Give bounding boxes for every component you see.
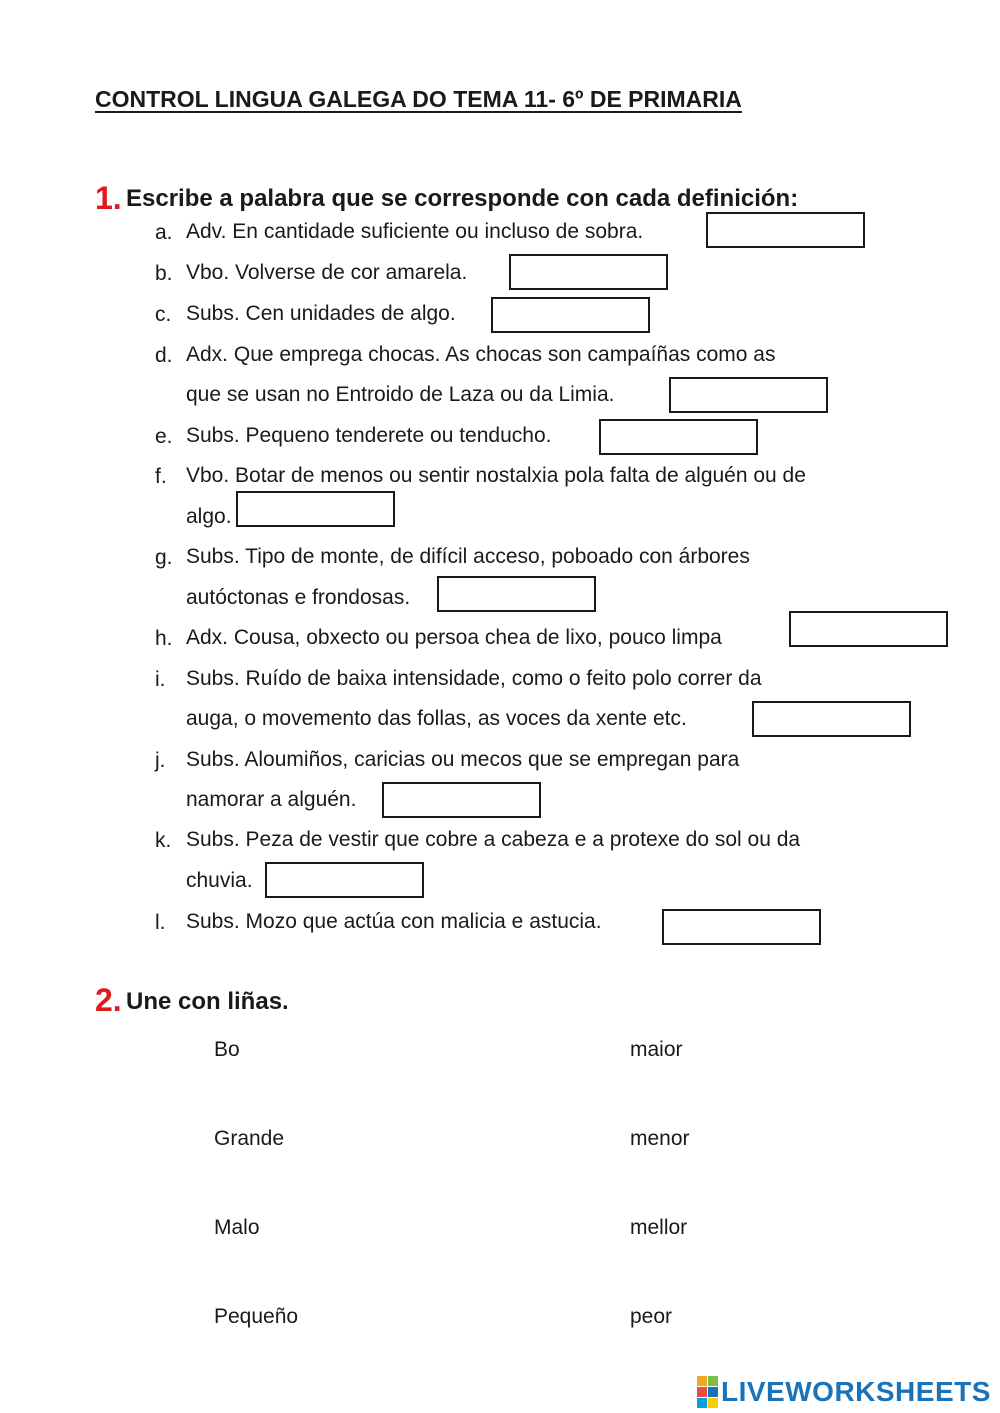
- match-left-word[interactable]: Bo: [214, 1038, 240, 1061]
- question-1-text: Escribe a palabra que se corresponde con cada definición:: [126, 185, 799, 212]
- item-letter: c.: [155, 303, 172, 326]
- answer-box-j[interactable]: [382, 782, 541, 818]
- item-definition: Subs. Mozo que actúa con malicia e astucia.: [186, 910, 602, 933]
- item-letter: l.: [155, 911, 166, 934]
- item-letter: j.: [155, 749, 166, 772]
- item-letter: b.: [155, 262, 173, 285]
- item-letter: e.: [155, 425, 173, 448]
- liveworksheets-brand: LIVEWORKSHEETS: [721, 1376, 991, 1407]
- answer-box-k[interactable]: [265, 862, 424, 898]
- answer-box-b[interactable]: [509, 254, 668, 290]
- item-definition: Adx. Cousa, obxecto ou persoa chea de lixo, pouco limpa: [186, 626, 722, 649]
- answer-box-i[interactable]: [752, 701, 911, 737]
- answer-box-a[interactable]: [706, 212, 865, 248]
- item-letter: a.: [155, 221, 173, 244]
- logo-square: [708, 1376, 718, 1386]
- item-definition: Subs. Ruído de baixa intensidade, como o feito polo correr da: [186, 667, 762, 690]
- item-definition: chuvia.: [186, 869, 253, 892]
- item-letter: d.: [155, 344, 173, 367]
- match-left-word[interactable]: Pequeño: [214, 1305, 299, 1328]
- item-definition: Adv. En cantidade suficiente ou incluso de sobra.: [186, 220, 644, 243]
- liveworksheets-icon: [697, 1376, 718, 1408]
- answer-box-h[interactable]: [789, 611, 948, 647]
- item-definition: autóctonas e frondosas.: [186, 586, 411, 609]
- answer-box-g[interactable]: [437, 576, 596, 612]
- answer-box-c[interactable]: [491, 297, 650, 333]
- item-definition: namorar a alguén.: [186, 788, 357, 811]
- liveworksheets-logo: [697, 1376, 991, 1408]
- match-right-word[interactable]: menor: [630, 1127, 690, 1150]
- match-right-word[interactable]: mellor: [630, 1216, 688, 1239]
- answer-box-e[interactable]: [599, 419, 758, 455]
- logo-square: [708, 1398, 718, 1408]
- worksheet-title: CONTROL LINGUA GALEGA DO TEMA 11- 6º DE PRIMARIA: [95, 86, 742, 112]
- item-letter: i.: [155, 668, 166, 691]
- item-definition: Vbo. Botar de menos ou sentir nostalxia pola falta de alguén ou de: [186, 464, 806, 487]
- answer-box-l[interactable]: [662, 909, 821, 945]
- item-definition: Subs. Tipo de monte, de difícil acceso, poboado con árbores: [186, 545, 750, 568]
- logo-square: [697, 1387, 707, 1397]
- question-2-number: 2.: [95, 982, 122, 1018]
- item-letter: f.: [155, 465, 167, 488]
- item-letter: k.: [155, 829, 172, 852]
- match-left-word[interactable]: Grande: [214, 1127, 285, 1150]
- answer-box-f[interactable]: [236, 491, 395, 527]
- item-definition: Subs. Peza de vestir que cobre a cabeza e a protexe do sol ou da: [186, 828, 801, 851]
- item-definition: Subs. Pequeno tenderete ou tenducho.: [186, 424, 552, 447]
- item-letter: g.: [155, 546, 173, 569]
- question-2-text: Une con liñas.: [126, 988, 289, 1015]
- match-left-word[interactable]: Malo: [214, 1216, 260, 1239]
- item-definition: auga, o movemento das follas, as voces da xente etc.: [186, 707, 687, 730]
- match-right-word[interactable]: maior: [630, 1038, 683, 1061]
- item-definition: Vbo. Volverse de cor amarela.: [186, 261, 468, 284]
- logo-square: [697, 1398, 707, 1408]
- match-right-word[interactable]: peor: [630, 1305, 673, 1328]
- item-definition: Subs. Cen unidades de algo.: [186, 302, 456, 325]
- answer-box-d[interactable]: [669, 377, 828, 413]
- item-definition: algo.: [186, 505, 232, 528]
- item-definition: Adx. Que emprega chocas. As chocas son campaíñas como as: [186, 343, 776, 366]
- logo-square: [708, 1387, 718, 1397]
- item-letter: h.: [155, 627, 173, 650]
- item-definition: que se usan no Entroido de Laza ou da Limia.: [186, 383, 615, 406]
- question-1-number: 1.: [95, 180, 122, 216]
- logo-square: [697, 1376, 707, 1386]
- item-definition: Subs. Aloumiños, caricias ou mecos que se empregan para: [186, 748, 740, 771]
